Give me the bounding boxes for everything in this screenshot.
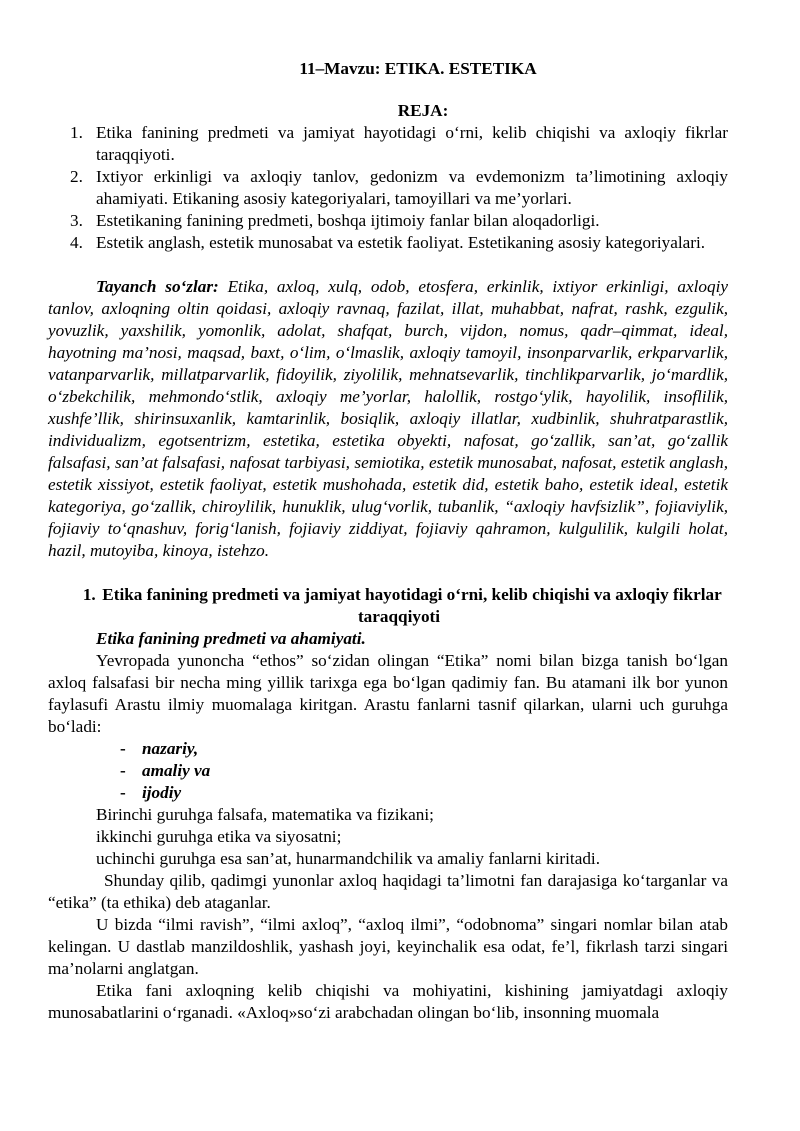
text-line: uchinchi guruhga esa san’at, hunarmandchilik va amaliy fanlarni kiritadi.	[96, 849, 600, 868]
keywords-text: Etika, axloq, xulq, odob, etosfera, erkinlik, ixtiyor erkinligi, axloqiy tanlov, axloqning oltin qoidasi, axloqiy ravnaq, fazilat, illat, muhabbat, nafrat, rashk, ezgulik, yovuzlik, yaxshilik, yomonlik, adolat, shafqat, burch, vijdon, nomus, qadr–qimmat, ideal, hayotning ma’nosi, maqsad, baxt, o‘lim, o‘lmaslik, axloqiy tamoyil, insonparvarlik, erkparvarlik, vatanparvarlik, millatparvarlik, fidoyilik, ziyolilik, mehnatsevarlik, tinchlikparvarlik, jo‘mardlik, o‘zbekchilik, mehmondo‘stlik, axloqiy me’yorlar, halollik, rostgo‘ylik, hayolilik, insoflilik, xushfe’llik, shirinsuxanlik, kamtarinlik, bosiqlik, axloqiy illatlar, xudbinlik, shuhratparastlik, individualizm, egotsentrizm, estetika, estetika obyekti, nafosat, go‘zallik, san’at, go‘zallik falsafasi, san’at falsafasi, nafosat tarbiyasi, semiotika, estetik munosabat, nafosat, estetik anglash, estetik xissiyot, estetik faoliyat, estetik mushohada, estetik did, estetik baho, estetik ideal, estetik kategoriya, go‘zallik, chiroylilik, hunuklik, ulug‘vorlik, tubanlik, “axloqiy havfsizlik”, fojiaviylik, fojiaviy to‘qnashuv, forig‘lanish, fojiaviy ziddiyat, fojiaviy qahramon, kulgulilik, kulgili holat, hazil, mutoyiba, kinoya, istehzo.	[48, 277, 728, 560]
paragraph: Etika fani axloqning kelib chiqishi va mohiyatini, kishining jamiyatdagi axloqiy munosabatlarini o‘rganadi. «Axloq»so‘zi arabchadan olingan bo‘lib, insonning muomala	[48, 981, 728, 1022]
plan-item-text: Estetikaning fanining predmeti, boshqa ijtimoiy fanlar bilan aloqadorligi.	[96, 211, 600, 230]
plan-item-number: 1.	[70, 123, 83, 142]
paragraph: Yevropada yunoncha “ethos” so‘zidan olingan “Etika” nomi bilan bizga tanish bo‘lgan axloq falsafasi bir necha ming yillik tarixga ega bo‘lgan qadimiy fan. Bu atamani ilk bor yunon faylasufi Arastu ilmiy muomalaga kiritgan. Arastu fanlarni tasnif qilarkan, ularni uch guruhga bo‘ladi:	[48, 651, 728, 736]
plan-item	[48, 122, 728, 166]
page-title: 11–Mavzu: ETIKA. ESTETIKA	[299, 59, 537, 78]
paragraph: U bizda “ilmi ravish”, “ilmi axloq”, “axloq ilmi”, “odobnoma” singari nomlar bilan atab kelingan. U dastlab manzildoshlik, yashash joyi, keyinchalik esa odat, fe’l, fikrlash tarzi singari ma’nolarni anglatgan.	[48, 915, 728, 978]
list-item-text: nazariy,	[142, 739, 199, 758]
plan-list	[48, 122, 728, 254]
plan-item-text: Estetik anglash, estetik munosabat va estetik faoliyat. Estetikaning asosiy kategoriyalari.	[96, 233, 706, 252]
keywords-label: Tayanch so‘zlar:	[96, 277, 219, 296]
plan-heading: REJA:	[397, 101, 449, 120]
text-line: Birinchi guruhga falsafa, matematika va fizikani;	[96, 805, 434, 824]
list-item	[48, 782, 728, 804]
groups-list	[48, 738, 728, 804]
list-item	[48, 738, 728, 760]
plan-item-text: Etika fanining predmeti va jamiyat hayotidagi o‘rni, kelib chiqishi va axloqiy fikrlar taraqqiyoti.	[96, 123, 728, 164]
plan-item	[48, 210, 728, 232]
section-heading-text: Etika fanining predmeti va jamiyat hayotidagi o‘rni, kelib chiqishi va axloqiy fikrlar taraqqiyoti	[102, 585, 722, 626]
list-dash: -	[120, 783, 126, 802]
plan-item-number: 4.	[70, 233, 83, 252]
document-page	[48, 58, 728, 1024]
plan-item	[48, 166, 728, 210]
plan-item-text: Ixtiyor erkinligi va axloqiy tanlov, gedonizm va evdemonizm ta’limotining axloqiy ahamiyati. Etikaning asosiy kategoriyalari, tamoyillari va me’yorlari.	[96, 167, 728, 208]
list-item	[48, 760, 728, 782]
paragraph: Shunday qilib, qadimgi yunonlar axloq haqidagi ta’limotni fan darajasiga ko‘targanlar va “etika” (ta ethika) deb ataganlar.	[48, 871, 728, 912]
list-item-text: ijodiy	[142, 783, 182, 802]
list-dash: -	[120, 761, 126, 780]
text-line: ikkinchi guruhga etika va siyosatni;	[96, 827, 342, 846]
list-dash: -	[120, 739, 126, 758]
plan-item	[48, 232, 728, 254]
keywords-paragraph	[48, 276, 728, 562]
section-number: 1.	[82, 585, 96, 604]
subheading: Etika fanining predmeti va ahamiyati.	[96, 629, 366, 648]
plan-item-number: 2.	[70, 167, 83, 186]
plan-item-number: 3.	[70, 211, 83, 230]
list-item-text: amaliy va	[142, 761, 211, 780]
section-heading	[48, 584, 728, 628]
